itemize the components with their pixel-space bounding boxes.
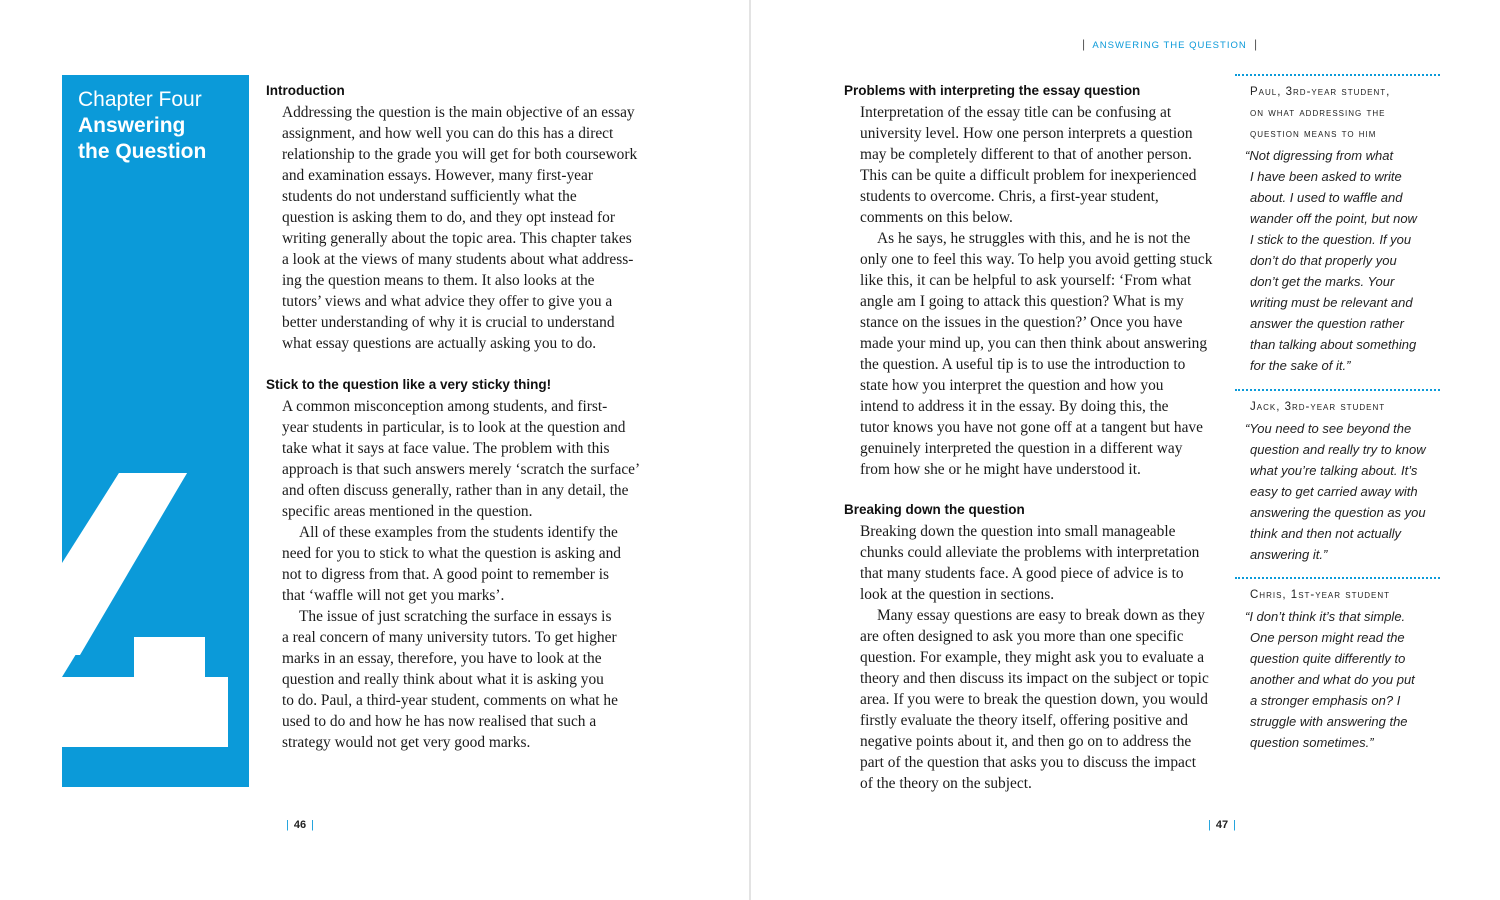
text-line: Many essay questions are easy to break down as they xyxy=(877,607,1205,624)
text-line: Breaking down the question into small manageable xyxy=(860,523,1176,540)
quote-line: for the sake of it.” xyxy=(1250,358,1351,373)
dotted-rule xyxy=(1235,389,1440,391)
quote-line: what you’re talking about. It’s xyxy=(1250,463,1418,478)
attribution-line: on what addressing the xyxy=(1250,107,1386,119)
text-line: to do. Paul, a third-year student, comments on what he xyxy=(282,692,618,709)
quote-line: One person might read the xyxy=(1250,630,1405,645)
dotted-rule xyxy=(1235,577,1440,579)
text-line: may be completely different to that of another person. xyxy=(860,146,1192,163)
quote-line: think and then not actually xyxy=(1250,526,1402,541)
text-line: tutor knows you have not gone off at a tangent but have xyxy=(860,419,1203,436)
stick-paragraphs xyxy=(282,396,682,753)
text-line: assignment, and how well you can do this has a direct xyxy=(282,125,614,142)
text-line: students do not understand sufficiently what the xyxy=(282,188,577,205)
quote-line: don’t get the marks. Your xyxy=(1250,274,1395,289)
breaking-paragraphs xyxy=(860,521,1235,794)
quote-line: writing must be relevant and xyxy=(1250,295,1413,310)
text-line: question is asking them to do, and they opt instead for xyxy=(282,209,615,226)
quote-line: don’t do that properly you xyxy=(1250,253,1397,268)
text-line: take what it says at face value. The problem with this xyxy=(282,440,610,457)
paragraph xyxy=(282,102,682,354)
text-line: The issue of just scratching the surface in essays is xyxy=(299,608,612,625)
quote-line: I stick to the question. If you xyxy=(1250,232,1412,247)
text-line: theory and then discuss its impact on the subject or topic xyxy=(860,670,1209,687)
text-line: ing the question means to them. It also looks at the xyxy=(282,272,595,289)
paragraph xyxy=(860,605,1235,794)
attribution-line: question means to him xyxy=(1250,128,1377,140)
chapter-name-line1: Answering xyxy=(78,114,186,137)
quote-line: wander off the point, but now xyxy=(1250,211,1417,226)
text-line: and often discuss generally, rather than in any detail, the xyxy=(282,482,629,499)
text-line: question and really think about what it is asking you xyxy=(282,671,604,688)
text-line: Interpretation of the essay title can be confusing at xyxy=(860,104,1172,121)
running-head: | ANSWERING THE QUESTION | xyxy=(1082,37,1258,51)
attribution-line: Paul, 3rd-year student, xyxy=(1250,86,1391,98)
quote-line: than talking about something xyxy=(1250,337,1417,352)
chapter-four-numeral xyxy=(62,75,249,787)
text-line: As he says, he struggles with this, and he is not the xyxy=(877,230,1191,247)
text-line: A common misconception among students, and first- xyxy=(282,398,608,415)
text-line: writing generally about the topic area. This chapter takes xyxy=(282,230,632,247)
paragraph xyxy=(860,102,1235,228)
folio-left-number: 46 xyxy=(293,819,307,831)
text-line: that many students face. A good piece of advice is to xyxy=(860,565,1184,582)
folio-right-number: 47 xyxy=(1215,819,1229,831)
quote-text xyxy=(1245,606,1441,753)
text-line: approach is that such answers merely ‘scratch the surface’ xyxy=(282,461,641,478)
text-line: a look at the views of many students about what address- xyxy=(282,251,634,268)
running-head-text: ANSWERING THE QUESTION xyxy=(1092,40,1247,51)
quote-line: struggle with answering the xyxy=(1250,714,1408,729)
quote-attribution xyxy=(1250,397,1441,418)
text-line: a real concern of many university tutors. To get higher xyxy=(282,629,617,646)
attribution-line: Chris, 1st-year student xyxy=(1250,589,1391,601)
paragraph xyxy=(860,228,1235,480)
text-line: year students in particular, is to look at the question and xyxy=(282,419,626,436)
text-line: strategy would not get very good marks. xyxy=(282,734,531,751)
folio-right: | 47 | xyxy=(1208,819,1236,831)
text-line: from how she or he might have understood it. xyxy=(860,461,1141,478)
text-line: what essay questions are actually asking you to do. xyxy=(282,335,597,352)
quote-line: another and what do you put xyxy=(1250,672,1415,687)
text-line: of the theory on the subject. xyxy=(860,775,1032,792)
text-line: relationship to the grade you will get for both coursework xyxy=(282,146,638,163)
text-line: All of these examples from the students identify the xyxy=(299,524,618,541)
text-line: This can be quite a difficult problem for inexperienced xyxy=(860,167,1197,184)
text-line: intend to address it in the essay. By doing this, the xyxy=(860,398,1169,415)
paragraph xyxy=(860,521,1235,605)
intro-paragraph xyxy=(282,102,682,354)
quote-line: “I don’t think it’s that simple. xyxy=(1245,609,1406,624)
text-line: stance on the issues in the question?’ Once you have xyxy=(860,314,1183,331)
quote-line: about. I used to waffle and xyxy=(1250,190,1403,205)
quote-line: answering it.” xyxy=(1250,547,1328,562)
quote-text xyxy=(1245,418,1441,565)
chapter-band xyxy=(62,75,249,787)
left-page xyxy=(0,0,749,900)
quote-paul xyxy=(1233,74,1441,376)
chapter-label: Chapter Four xyxy=(78,88,202,111)
quote-line: question quite differently to xyxy=(1250,651,1406,666)
text-line: question. For example, they might ask you to evaluate a xyxy=(860,649,1205,666)
text-line: negative points about it, and then go on to address the xyxy=(860,733,1192,750)
folio-left: | 46 | xyxy=(286,819,314,831)
quote-line: a stronger emphasis on? I xyxy=(1250,693,1401,708)
breaking-heading: Breaking down the question xyxy=(844,502,1025,517)
quote-line: question and really try to know xyxy=(1250,442,1426,457)
text-line: specific areas mentioned in the question. xyxy=(282,503,533,520)
text-line: and examination essays. However, many first-year xyxy=(282,167,593,184)
text-line: genuinely interpreted the question in a different way xyxy=(860,440,1183,457)
quote-attribution xyxy=(1250,82,1441,145)
problems-paragraphs xyxy=(860,102,1235,480)
text-line: part of the question that asks you to discuss the impact xyxy=(860,754,1196,771)
text-line: firstly evaluate the theory itself, offering positive and xyxy=(860,712,1188,729)
quote-line: “Not digressing from what xyxy=(1245,148,1394,163)
text-line: that ‘waffle will not get you marks’. xyxy=(282,587,505,604)
text-line: comments on this below. xyxy=(860,209,1013,226)
text-line: used to do and how he has now realised that such a xyxy=(282,713,597,730)
quote-line: I have been asked to write xyxy=(1250,169,1402,184)
text-line: are often designed to ask you more than one specific xyxy=(860,628,1184,645)
text-line: better understanding of why it is crucial to understand xyxy=(282,314,615,331)
text-line: area. If you were to break the question down, you would xyxy=(860,691,1208,708)
dotted-rule xyxy=(1235,74,1440,76)
quote-line: “You need to see beyond the xyxy=(1245,421,1412,436)
problems-heading: Problems with interpreting the essay question xyxy=(844,83,1141,98)
attribution-line: Jack, 3rd-year student xyxy=(1250,401,1386,413)
quote-line: question sometimes.” xyxy=(1250,735,1374,750)
right-page xyxy=(751,0,1500,900)
quote-line: easy to get carried away with xyxy=(1250,484,1418,499)
text-line: look at the question in sections. xyxy=(860,586,1055,603)
quote-line: answer the question rather xyxy=(1250,316,1404,331)
paragraph xyxy=(282,522,682,606)
quote-text xyxy=(1245,145,1441,376)
text-line: marks in an essay, therefore, you have to look at the xyxy=(282,650,602,667)
quote-chris xyxy=(1233,577,1441,753)
quote-jack xyxy=(1233,389,1441,565)
text-line: made your mind up, you can then think about answering xyxy=(860,335,1208,352)
text-line: tutors’ views and what advice they offer to give you a xyxy=(282,293,613,310)
text-line: need for you to stick to what the question is asking and xyxy=(282,545,621,562)
text-line: chunks could alleviate the problems with interpretation xyxy=(860,544,1200,561)
chapter-title xyxy=(78,87,206,165)
text-line: university level. How one person interprets a question xyxy=(860,125,1193,142)
quote-attribution xyxy=(1250,585,1441,606)
text-line: the question. A useful tip is to use the introduction to xyxy=(860,356,1186,373)
stick-heading: Stick to the question like a very sticky thing! xyxy=(266,377,552,392)
paragraph xyxy=(282,606,682,753)
text-line: only one to feel this way. To help you avoid getting stuck xyxy=(860,251,1213,268)
text-line: Addressing the question is the main objective of an essay xyxy=(282,104,635,121)
text-line: students to overcome. Chris, a first-year student, xyxy=(860,188,1159,205)
text-line: angle am I going to attack this question? What is my xyxy=(860,293,1184,310)
paragraph xyxy=(282,396,682,522)
text-line: not to digress from that. A good point to remember is xyxy=(282,566,610,583)
intro-heading: Introduction xyxy=(266,83,345,98)
chapter-name-line2: the Question xyxy=(78,140,207,163)
quote-line: answering the question as you xyxy=(1250,505,1426,520)
text-line: state how you interpret the question and how you xyxy=(860,377,1164,394)
text-line: like this, it can be helpful to ask yourself: ‘From what xyxy=(860,272,1192,289)
